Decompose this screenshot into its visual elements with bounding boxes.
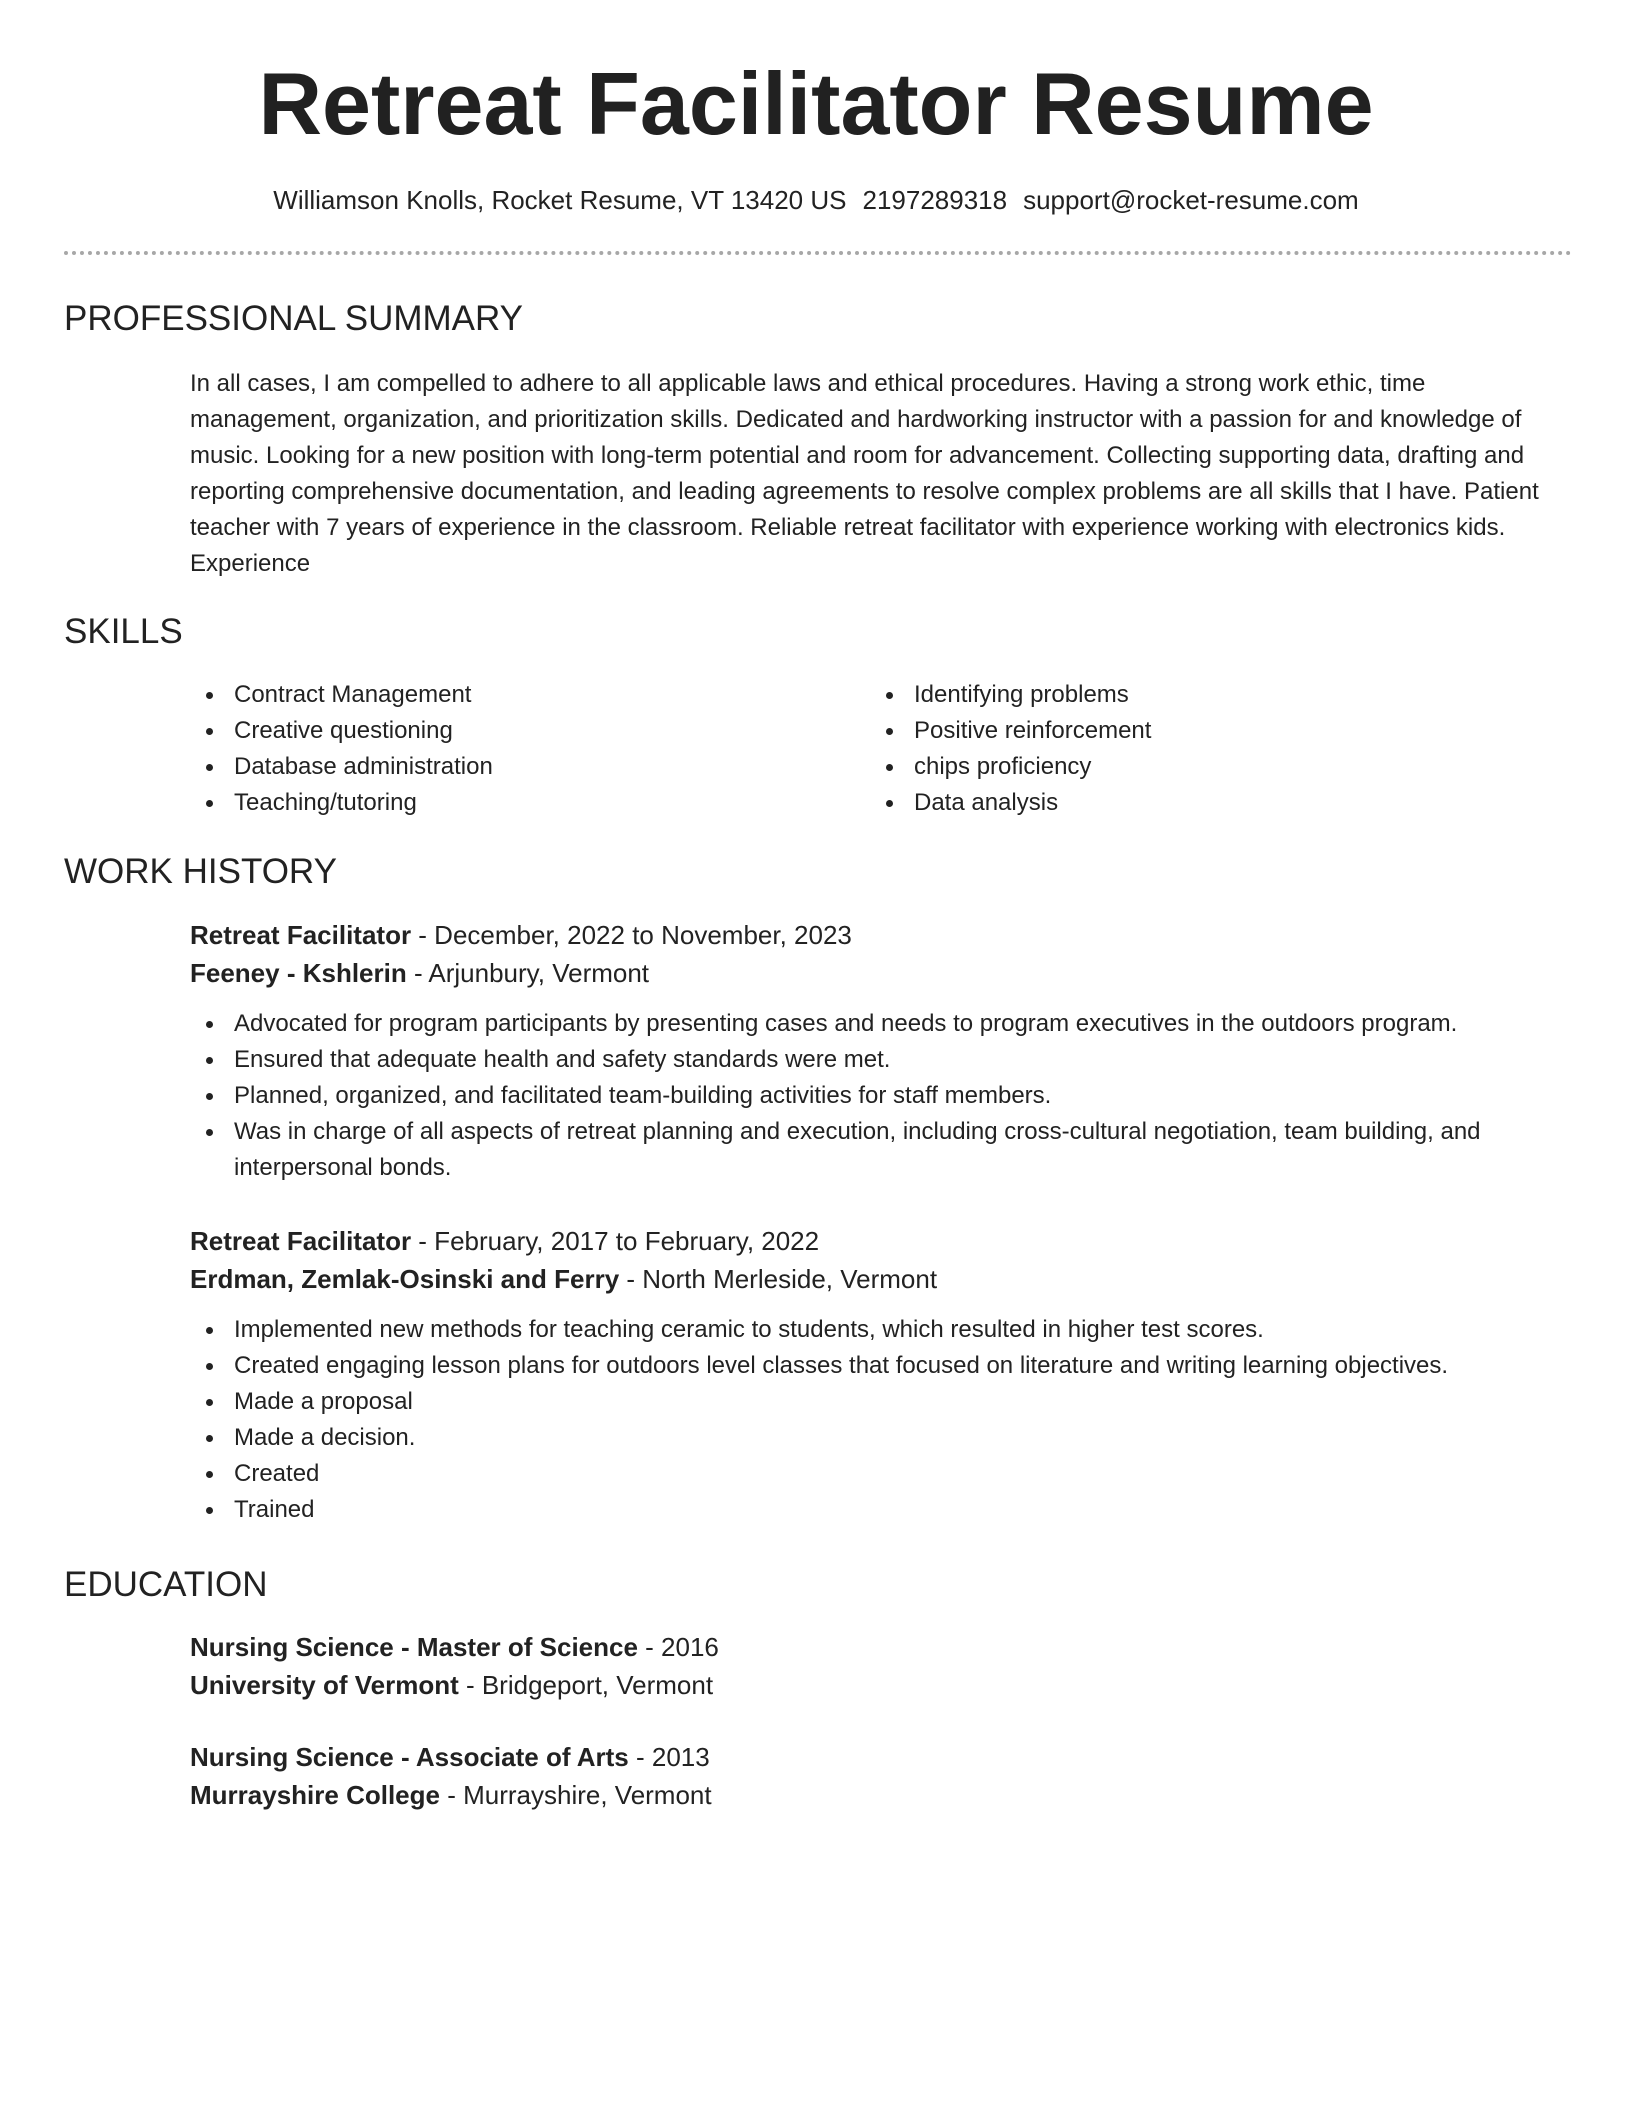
job-bullet: Planned, organized, and facilitated team-building activities for staff members. bbox=[190, 1078, 1576, 1114]
skill-item: Data analysis bbox=[870, 785, 1510, 821]
skill-item: Teaching/tutoring bbox=[190, 785, 830, 821]
skill-item: Contract Management bbox=[190, 677, 830, 713]
job-dates: - February, 2017 to February, 2022 bbox=[411, 1226, 820, 1256]
summary-text: In all cases, I am compelled to adhere to all applicable laws and ethical procedures. Having a strong work ethic, time management, organization, and prioritization skills. Dedicated and hardworking instructor with a passion for and knowledge of music. Looking for a new position with long-term potential and room for advancement. Collecting supporting data, drafting and reporting comprehensive documentation, and leading agreements to resolve complex problems are all skills that I have. Patient teacher with 7 years of experience in the classroom. Reliable retreat facilitator with experience working with electronics kids. Experience bbox=[190, 370, 1539, 577]
job-bullet: Trained bbox=[190, 1492, 1576, 1528]
education-location: - Bridgeport, Vermont bbox=[458, 1670, 714, 1700]
skill-item: Database administration bbox=[190, 749, 830, 785]
job-company: Erdman, Zemlak-Osinski and Ferry bbox=[190, 1264, 620, 1294]
job-company: Feeney - Kshlerin bbox=[190, 958, 407, 988]
job-bullet: Ensured that adequate health and safety standards were met. bbox=[190, 1042, 1576, 1078]
education-location: - Murrayshire, Vermont bbox=[439, 1780, 712, 1810]
skill-item: chips proficiency bbox=[870, 749, 1510, 785]
education-degree-line bbox=[190, 1738, 1576, 1776]
job-location: - North Merleside, Vermont bbox=[619, 1264, 938, 1294]
education-year: - 2016 bbox=[637, 1632, 719, 1662]
education-entry bbox=[190, 1628, 1576, 1704]
contact-email: support@rocket-resume.com bbox=[1023, 185, 1359, 215]
contact-line bbox=[0, 182, 1632, 218]
education-school: Murrayshire College bbox=[190, 1780, 440, 1810]
job-title: Retreat Facilitator bbox=[190, 920, 412, 950]
section-heading-work: WORK HISTORY bbox=[64, 852, 337, 891]
job-company-line bbox=[190, 954, 1576, 992]
skill-item: Creative questioning bbox=[190, 713, 830, 749]
section-heading-education: EDUCATION bbox=[64, 1565, 268, 1604]
job-dates: - December, 2022 to November, 2023 bbox=[411, 920, 852, 950]
job-title-line bbox=[190, 916, 1576, 954]
skill-item: Identifying problems bbox=[870, 677, 1510, 713]
contact-address: Williamson Knolls, Rocket Resume, VT 13420 US bbox=[273, 185, 847, 215]
education-school-line bbox=[190, 1776, 1576, 1814]
job-bullet: Created engaging lesson plans for outdoors level classes that focused on literature and writing learning objectives. bbox=[190, 1348, 1576, 1384]
education-school-line bbox=[190, 1666, 1576, 1704]
job-bullet: Made a proposal bbox=[190, 1384, 1576, 1420]
education-degree: Nursing Science - Master of Science bbox=[190, 1632, 638, 1662]
section-heading-skills: SKILLS bbox=[64, 612, 183, 651]
education-degree-line bbox=[190, 1628, 1576, 1666]
education-degree: Nursing Science - Associate of Arts bbox=[190, 1742, 629, 1772]
education-school: University of Vermont bbox=[190, 1670, 459, 1700]
job-title: Retreat Facilitator bbox=[190, 1226, 412, 1256]
job-bullet: Created bbox=[190, 1456, 1576, 1492]
job-company-line bbox=[190, 1260, 1576, 1298]
job-title-line bbox=[190, 1222, 1576, 1260]
education-year: - 2013 bbox=[628, 1742, 710, 1772]
job-bullet: Was in charge of all aspects of retreat planning and execution, including cross-cultural negotiation, team building, and interpersonal bonds. bbox=[190, 1114, 1576, 1186]
skills-list-right bbox=[870, 677, 1510, 821]
contact-phone: 2197289318 bbox=[862, 185, 1008, 215]
section-heading-summary: PROFESSIONAL SUMMARY bbox=[64, 299, 523, 338]
job-bullet: Made a decision. bbox=[190, 1420, 1576, 1456]
resume-title: Retreat Facilitator Resume bbox=[258, 54, 1374, 153]
job-bullet: Implemented new methods for teaching ceramic to students, which resulted in higher test scores. bbox=[190, 1312, 1576, 1348]
skills-list-left bbox=[190, 677, 830, 821]
header-divider bbox=[64, 251, 1572, 255]
job-entry bbox=[190, 916, 1576, 1186]
job-location: - Arjunbury, Vermont bbox=[406, 958, 650, 988]
education-entry bbox=[190, 1738, 1576, 1814]
skill-item: Positive reinforcement bbox=[870, 713, 1510, 749]
job-bullet: Advocated for program participants by presenting cases and needs to program executives in the outdoors program. bbox=[190, 1006, 1576, 1042]
job-entry bbox=[190, 1222, 1576, 1528]
